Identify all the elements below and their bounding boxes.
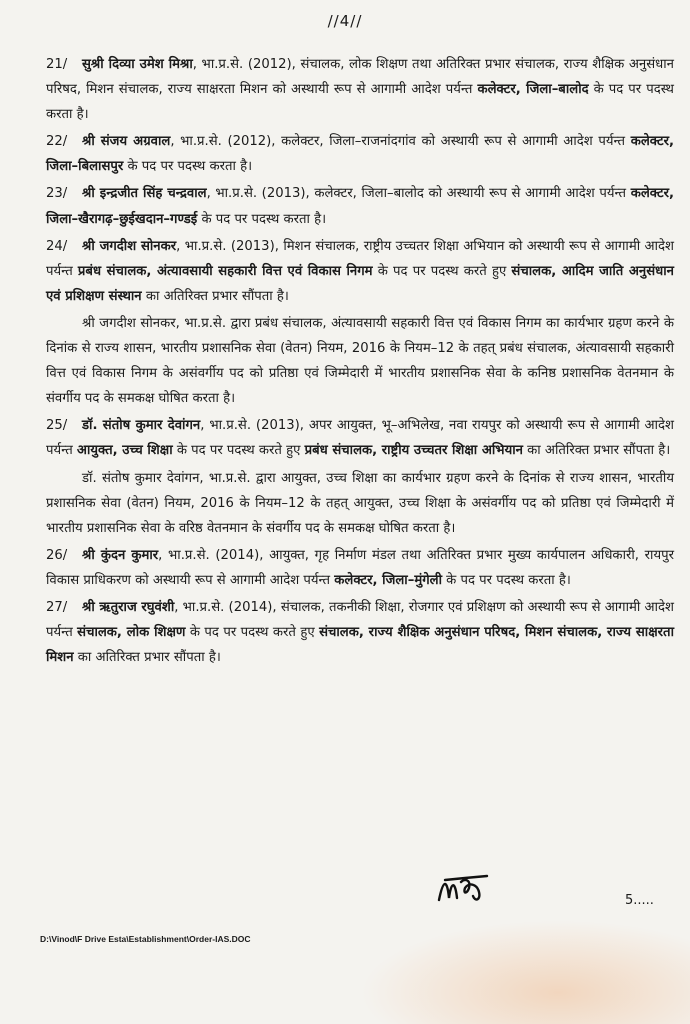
- item-number: 23/: [46, 186, 68, 202]
- item-text: के पद पर पदस्थ करते हुए: [185, 625, 320, 641]
- item-text: , भा.प्र.से. (2014), आयुक्त, गृह निर्माण मंडल तथा अतिरिक्त प्रभार मुख्य कार्यपालन अधिकारी, रायपुर विकास प्राधिकरण को अस्थायी रूप से आगामी आदेश पर्यन्त: [46, 547, 674, 588]
- officer-name: श्री जगदीश सोनकर: [82, 238, 177, 254]
- item-text: के पद पर पदस्थ करता है।: [46, 82, 674, 123]
- order-note-24: श्री जगदीश सोनकर, भा.प्र.से. द्वारा प्रबंध संचालक, अंत्यावसायी सहकारी वित्त एवं विकास निगम का कार्यभार ग्रहण करने के दिनांक से राज्य शासन, भारतीय प्रशासनिक सेवा (वेतन) नियम, 2016 के नियम–12 के तहत् प्रबंध संचालक, अंत्यावसायी सहकारी वित्त एवं विकास निगम के असंवर्गीय पद को प्रतिष्ठा एवं जिम्मेदारी में भारतीय प्रशासनिक सेवा के कनिष्ठ प्रशासनिक वेतनमान के संवर्गीय पद के समकक्ष घोषित करता है।: [46, 315, 674, 407]
- item-number: 21/: [46, 57, 68, 72]
- order-body: [46, 52, 674, 672]
- officer-name: सुश्री दिव्या उमेश मिश्रा: [82, 57, 193, 72]
- posting: आयुक्त, उच्च शिक्षा: [76, 443, 173, 459]
- posting: कलेक्टर, जिला–मुंगेली: [334, 572, 442, 588]
- order-item-24: [46, 234, 674, 309]
- order-item-22: [46, 129, 674, 179]
- page-number: //4//: [327, 12, 363, 30]
- item-text: का अतिरिक्त प्रभार सौंपता है।: [522, 443, 671, 459]
- posting: कलेक्टर, जिला–खैरागढ़–छुईखदान–गण्डई: [46, 186, 674, 227]
- posting: संचालक, लोक शिक्षण: [77, 625, 186, 641]
- order-note-25: डॉ. संतोष कुमार देवांगन, भा.प्र.से. द्वारा आयुक्त, उच्च शिक्षा का कार्यभार ग्रहण करने के दिनांक से राज्य शासन, भारतीय प्रशासनिक सेवा (वेतन) नियम, 2016 के नियम–12 के तहत् आयुक्त, उच्च शिक्षा के असंवर्गीय पद को प्रतिष्ठा एवं जिम्मेदारी में भारतीय प्रशासनिक सेवा के वरिष्ठ वेतनमान के संवर्गीय पद के समकक्ष घोषित करता है।: [46, 470, 674, 536]
- item-text: , भा.प्र.से. (2013), मिशन संचालक, राष्ट्रीय उच्चतर शिक्षा अभियान को अस्थायी रूप से आगामी आदेश पर्यन्त: [46, 238, 674, 279]
- item-number: 25/: [46, 418, 68, 434]
- item-number: 27/: [46, 599, 68, 615]
- item-text: , भा.प्र.से. (2013), कलेक्टर, जिला–बालोद को अस्थायी रूप से आगामी आदेश पर्यन्त: [206, 186, 631, 202]
- posting: प्रबंध संचालक, अंत्यावसायी सहकारी वित्त एवं विकास निगम: [77, 263, 373, 279]
- additional-charge: संचालक, आदिम जाति अनुसंधान एवं प्रशिक्षण संस्थान: [46, 263, 674, 304]
- officer-name: श्री इन्द्रजीत सिंह चन्द्रवाल: [82, 186, 207, 202]
- posting: कलेक्टर, जिला–बालोद: [477, 82, 589, 98]
- item-number: 24/: [46, 238, 68, 254]
- item-text: , भा.प्र.से. (2012), संचालक, लोक शिक्षण तथा अतिरिक्त प्रभार संचालक, राज्य शैक्षिक अनुसंधान परिषद, मिशन संचालक, राज्य साक्षरता मिशन को अस्थायी रूप से आगामी आदेश पर्यन्त: [46, 57, 674, 98]
- officer-name: श्री ऋतुराज रघुवंशी: [82, 599, 175, 615]
- file-path: D:\Vinod\F Drive Esta\Establishment\Order-IAS.DOC: [40, 934, 251, 944]
- next-page-marker: 5.....: [625, 893, 654, 908]
- item-text: , भा.प्र.से. (2013), अपर आयुक्त, भू–अभिलेख, नवा रायपुर को अस्थायी रूप से आगामी आदेश पर्यन्त: [46, 418, 674, 459]
- item-number: 22/: [46, 134, 68, 150]
- additional-charge: संचालक, राज्य शैक्षिक अनुसंधान परिषद, मिशन संचालक, राज्य साक्षरता मिशन: [46, 625, 674, 666]
- handwritten-signature: [435, 870, 495, 910]
- order-item-25: [46, 413, 674, 463]
- item-text: के पद पर पदस्थ करते हुए: [372, 263, 512, 279]
- order-item-26: [46, 543, 674, 593]
- item-number: 26/: [46, 547, 68, 563]
- item-text: का अतिरिक्त प्रभार सौंपता है।: [73, 650, 221, 666]
- paper-stain: [360, 920, 690, 1024]
- item-text: के पद पर पदस्थ करता है।: [123, 159, 253, 175]
- order-item-27: [46, 595, 674, 670]
- officer-name: श्री संजय अग्रवाल: [82, 134, 171, 150]
- item-text: के पद पर पदस्थ करता है।: [441, 572, 571, 588]
- order-item-23: [46, 181, 674, 231]
- item-text: , भा.प्र.से. (2014), संचालक, तकनीकी शिक्षा, रोजगार एवं प्रशिक्षण को अस्थायी रूप से आगामी आदेश पर्यन्त: [46, 599, 674, 641]
- officer-name: श्री कुंदन कुमार: [82, 547, 159, 563]
- item-text: , भा.प्र.से. (2012), कलेक्टर, जिला–राजनांदगांव को अस्थायी रूप से आगामी आदेश पर्यन्त: [170, 134, 631, 150]
- officer-name: डॉ. संतोष कुमार देवांगन: [82, 418, 201, 434]
- item-text: का अतिरिक्त प्रभार सौंपता है।: [141, 288, 289, 304]
- order-item-21: [46, 52, 674, 127]
- item-text: के पद पर पदस्थ करता है।: [197, 211, 327, 227]
- item-text: के पद पर पदस्थ करते हुए: [172, 443, 305, 459]
- additional-charge: प्रबंध संचालक, राष्ट्रीय उच्चतर शिक्षा अभियान: [304, 443, 523, 459]
- posting: कलेक्टर, जिला–बिलासपुर: [46, 134, 674, 175]
